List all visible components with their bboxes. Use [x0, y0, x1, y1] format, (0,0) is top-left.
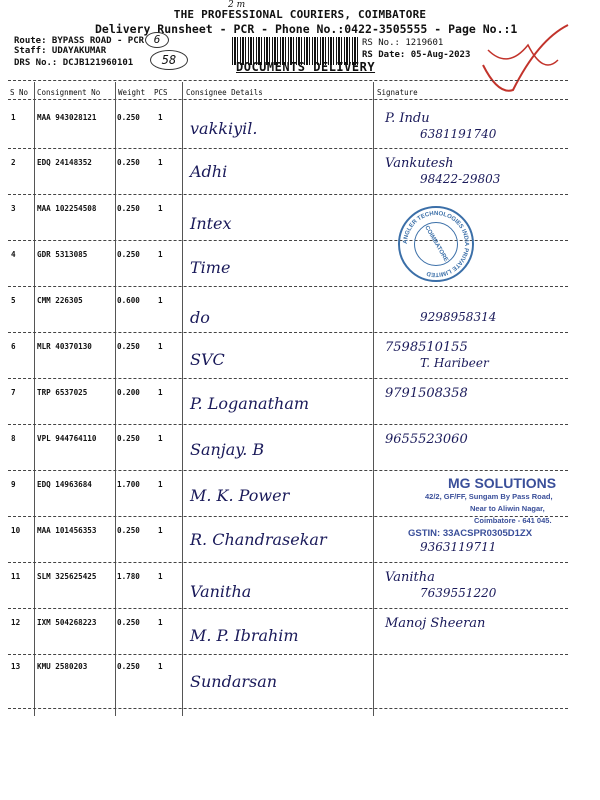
col-divider-3 [182, 82, 183, 716]
mg-stamp-addr1: 42/2, GF/FF, Sungam By Pass Road, [425, 492, 553, 501]
row-serial-number: 7 [11, 388, 16, 397]
col-header-consignment: Consignment No [37, 88, 101, 97]
staff-label: Staff: UDAYAKUMAR [14, 46, 107, 56]
row-serial-number: 4 [11, 250, 16, 259]
row-consignee-handwriting: Intex [190, 214, 232, 233]
stamp-ring-text: ANGLER TECHNOLOGIES INDIA PRIVATE LIMITED [402, 210, 470, 278]
row-consignment-number: EDQ 14963684 [37, 480, 92, 489]
col-divider-4 [373, 82, 374, 716]
row-serial-number: 11 [11, 572, 21, 581]
row-consignment-number: MAA 943028121 [37, 113, 97, 122]
row-pieces: 1 [158, 250, 163, 259]
col-header-signature: Signature [377, 88, 418, 97]
col-header-consignee: Consignee Details [186, 88, 263, 97]
row-divider [8, 562, 568, 563]
row-consignee-handwriting: Time [190, 258, 231, 277]
row-signature-handwriting: Manoj Sheeran [385, 616, 486, 631]
row-signature-phone: 9298958314 [420, 310, 497, 324]
row-pieces: 1 [158, 662, 163, 671]
row-serial-number: 12 [11, 618, 21, 627]
row-consignee-handwriting: Sundarsan [190, 672, 278, 691]
row-consignment-number: VPL 944764110 [37, 434, 97, 443]
row-weight: 1.700 [117, 480, 140, 489]
row-serial-number: 1 [11, 113, 16, 122]
row-weight: 0.250 [117, 113, 140, 122]
row-divider [8, 148, 568, 149]
row-divider [8, 378, 568, 379]
row-consignee-handwriting: do [190, 308, 210, 327]
doc-type-label: DOCUMENTS DELIVERY [236, 60, 376, 74]
route-circled: 6 [145, 32, 169, 48]
rs-number: RS No.: 1219601 [362, 38, 444, 48]
row-pieces: 1 [158, 113, 163, 122]
row-signature-phone: 98422-29803 [420, 172, 501, 186]
row-pieces: 1 [158, 204, 163, 213]
row-weight: 0.250 [117, 618, 140, 627]
row-signature-phone: T. Haribeer [420, 356, 489, 370]
row-consignee-handwriting: M. P. Ibrahim [190, 626, 299, 645]
col-divider-2 [115, 82, 116, 716]
row-weight: 0.250 [117, 526, 140, 535]
drs-circled: 58 [150, 50, 188, 70]
company-title: THE PROFESSIONAL COURIERS, COIMBATORE [173, 8, 427, 21]
col-header-pcs: PCS [154, 88, 168, 97]
row-divider [8, 332, 568, 333]
row-consignee-handwriting: P. Loganatham [190, 394, 310, 413]
row-signature-phone: 6381191740 [420, 127, 497, 141]
row-pieces: 1 [158, 342, 163, 351]
row-signature-phone: 9363119711 [420, 540, 497, 554]
row-weight: 0.250 [117, 204, 140, 213]
stamp-center-text: COIMBATORE [423, 224, 449, 264]
row-weight: 0.200 [117, 388, 140, 397]
row-serial-number: 3 [11, 204, 16, 213]
rs-date: RS Date: 05-Aug-2023 [362, 50, 471, 60]
row-weight: 0.250 [117, 342, 140, 351]
row-weight: 0.250 [117, 662, 140, 671]
row-pieces: 1 [158, 434, 163, 443]
row-consignee-handwriting: R. Chandrasekar [190, 530, 327, 549]
row-consignment-number: EDQ 24148352 [37, 158, 92, 167]
row-consignee-handwriting: M. K. Power [190, 486, 290, 505]
row-consignment-number: MAA 102254508 [37, 204, 97, 213]
row-signature-handwriting: Vankutesh [385, 156, 454, 171]
col-divider-1 [34, 82, 35, 716]
row-consignee-handwriting: SVC [190, 350, 225, 369]
row-consignment-number: IXM 504268223 [37, 618, 97, 627]
row-signature-handwriting: 9655523060 [385, 432, 468, 447]
row-weight: 0.250 [117, 158, 140, 167]
row-signature-handwriting: 9791508358 [385, 386, 468, 401]
row-weight: 0.250 [117, 250, 140, 259]
annotation-top: 2 m [228, 0, 246, 10]
mg-stamp-gstin: GSTIN: 33ACSPR0305D1ZX [408, 528, 533, 539]
mg-stamp-addr3: Coimbatore - 641 045. [474, 516, 552, 525]
row-divider [8, 194, 568, 195]
col-header-weight: Weight [118, 88, 146, 97]
row-serial-number: 9 [11, 480, 16, 489]
row-serial-number: 5 [11, 296, 16, 305]
row-consignment-number: MAA 101456353 [37, 526, 97, 535]
row-consignment-number: MLR 40370130 [37, 342, 92, 351]
row-consignment-number: CMM 226305 [37, 296, 83, 305]
header-top-rule [8, 80, 568, 81]
row-consignment-number: KMU 2580203 [37, 662, 88, 671]
mg-stamp-name: MG SOLUTIONS [448, 475, 557, 491]
row-divider [8, 608, 568, 609]
row-serial-number: 8 [11, 434, 16, 443]
row-divider [8, 708, 568, 709]
row-serial-number: 10 [11, 526, 21, 535]
row-consignee-handwriting: Adhi [190, 162, 228, 181]
row-divider [8, 470, 568, 471]
row-pieces: 1 [158, 526, 163, 535]
row-consignee-handwriting: vakkiyil. [190, 119, 258, 138]
row-consignee-handwriting: Sanjay. B [190, 440, 265, 459]
row-divider [8, 240, 568, 241]
row-consignment-number: SLM 325625425 [37, 572, 97, 581]
col-header-sno: S No [10, 88, 29, 97]
row-serial-number: 2 [11, 158, 16, 167]
row-serial-number: 6 [11, 342, 16, 351]
row-pieces: 1 [158, 158, 163, 167]
runsheet-title: Delivery Runsheet - PCR - Phone No.:0422-3505555 - Page No.:1 [95, 22, 518, 36]
header-bottom-rule [8, 99, 568, 100]
row-pieces: 1 [158, 296, 163, 305]
row-signature-handwriting: 7598510155 [385, 340, 468, 355]
mg-stamp-addr2: Near to Aliwin Nagar, [470, 504, 545, 513]
row-signature-handwriting: P. Indu [385, 111, 430, 126]
red-check-mark [468, 20, 578, 100]
row-signature-handwriting: Vanitha [385, 570, 435, 585]
row-serial-number: 13 [11, 662, 21, 671]
row-pieces: 1 [158, 572, 163, 581]
row-divider [8, 286, 568, 287]
row-pieces: 1 [158, 480, 163, 489]
row-consignment-number: GDR 5313085 [37, 250, 88, 259]
row-signature-phone: 7639551220 [420, 586, 497, 600]
row-pieces: 1 [158, 388, 163, 397]
row-consignment-number: TRP 6537025 [37, 388, 88, 397]
row-divider [8, 424, 568, 425]
row-pieces: 1 [158, 618, 163, 627]
drs-label: DRS No.: DCJB121960101 [14, 58, 134, 68]
row-weight: 1.780 [117, 572, 140, 581]
route-label: Route: BYPASS ROAD - PCR [14, 36, 145, 46]
row-weight: 0.250 [117, 434, 140, 443]
row-weight: 0.600 [117, 296, 140, 305]
row-consignee-handwriting: Vanitha [190, 582, 252, 601]
row-divider [8, 654, 568, 655]
